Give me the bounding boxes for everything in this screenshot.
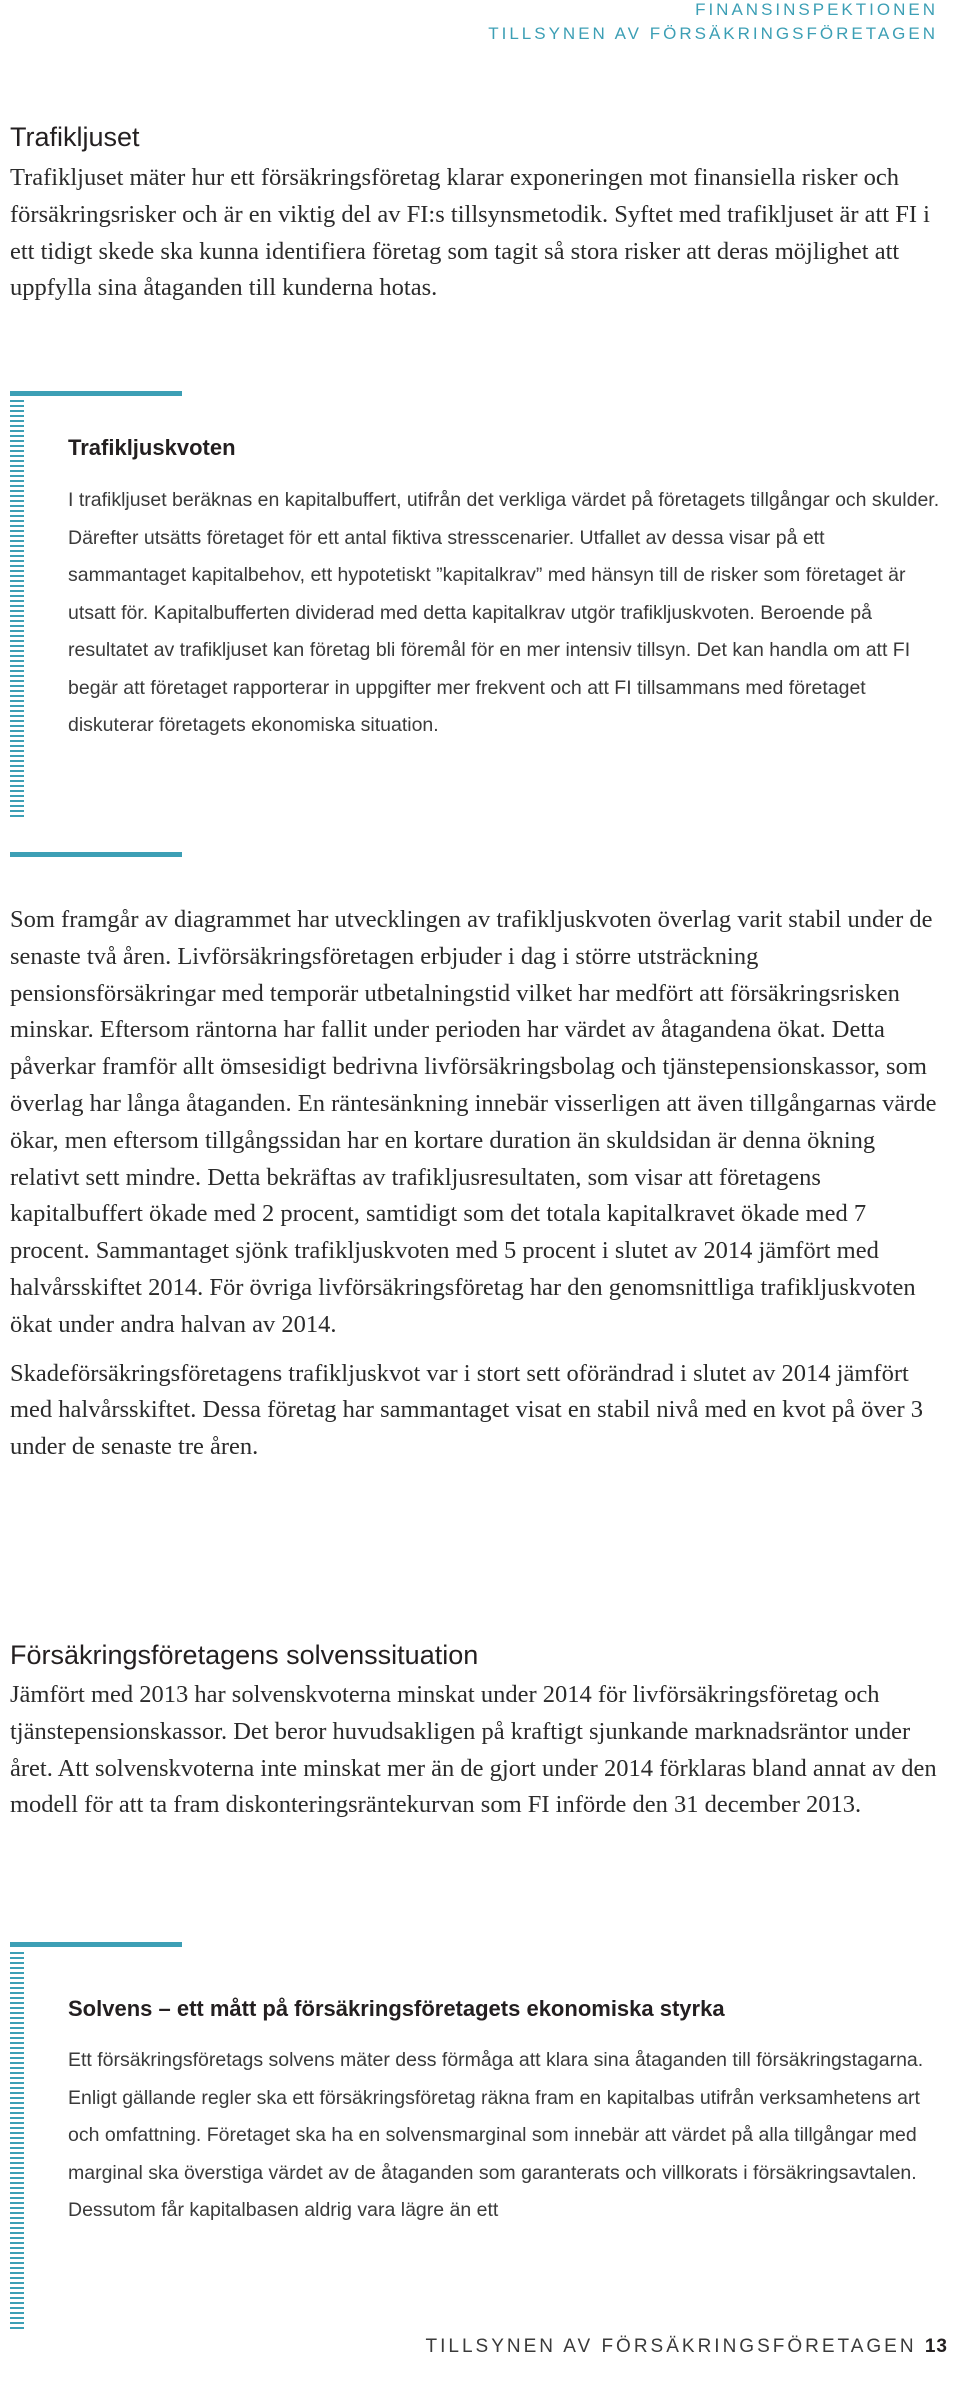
paragraph-solvenssituation: Jämfört med 2013 har solvenskvoterna minskat under 2014 för livförsäkringsföretag och tjänstepensionskassor. Det beror huvudsakligen på kraftigt sjunkande marknadsräntor under året. Att solvenskvoterna inte minskat mer än de gjort under 2014 förklaras bland annat av den modell för att ta fram diskonteringsräntekurvan som FI införde den 31 december 2013. bbox=[10, 1681, 937, 1819]
footer-title: TILLSYNEN AV FÖRSÄKRINGSFÖRETAGEN bbox=[425, 2336, 917, 2357]
box-top-bar bbox=[10, 391, 182, 396]
page-number: 13 bbox=[924, 2336, 948, 2357]
section-solvenssituation bbox=[10, 1677, 945, 1824]
paragraph-trafikljuset: Trafikljuset mäter hur ett försäkringsföretag klarar exponeringen mot finansiella risker och försäkringsrisker och är en viktig del av FI:s tillsynsmetodik. Syftet med trafikljuset är att FI i ett tidigt skede ska kunna identifiera företag som tagit så stora risker att deras möjlighet att uppfylla sina åtaganden till kunderna hotas. bbox=[10, 164, 930, 302]
section-trafikljuskvot-utveckling bbox=[10, 902, 945, 1466]
box-body-trafikljuskvoten: I trafikljuset beräknas en kapitalbuffert, utifrån det verkliga värdet på företagets tillgångar och skulder. Därefter utsätts företaget för ett antal fiktiva stresscenarier. Utfallet av dessa visar på ett sammantaget kapitalbehov, ett hypotetiskt ”kapitalkrav” med hänsyn till de risker som företaget är utsatt för. Kapitalbufferten dividerad med detta kapitalkrav utgör trafikljuskvoten. Beroende på resultatet av trafikljuset kan företag bli föremål för en mer intensiv tillsyn. Det kan handla om att FI begär att företaget rapporterar in uppgifter mer frekvent och att FI tillsammans med företaget diskuterar företagets ekonomiska situation. bbox=[68, 489, 940, 736]
box-title-trafikljuskvoten: Trafikljuskvoten bbox=[68, 435, 236, 460]
box-stripe-decoration bbox=[10, 400, 24, 820]
section-trafikljuset bbox=[10, 160, 945, 307]
heading-solvenssituation: Försäkringsföretagens solvenssituation bbox=[10, 1640, 479, 1670]
box-title-solvens: Solvens – ett mått på försäkringsföretagets ekonomiska styrka bbox=[68, 1996, 725, 2021]
heading-trafikljuset: Trafikljuset bbox=[10, 122, 140, 152]
paragraph-skadeforsakring: Skadeförsäkringsföretagens trafikljuskvot var i stort sett oförändrad i slutet av 2014 jämfört med halvårsskiftet. Dessa företag har sammantaget visat en stabil nivå med en kvot på över 3 under de senaste tre åren. bbox=[10, 1359, 924, 1461]
header-organization: FINANSINSPEKTIONEN bbox=[695, 0, 938, 19]
box2-top-bar bbox=[10, 1942, 182, 1947]
box-body-solvens: Ett försäkringsföretags solvens mäter dess förmåga att klara sina åtaganden till försäkringstagarna. Enligt gällande regler ska ett försäkringsföretag räkna fram en kapitalbas utifrån verksamhetens art och omfattning. Företaget ska ha en solvensmarginal som innebär att värdet på alla tillgångar med marginal ska överstiga värdet av de åtaganden som garanterats och villkorats i försäkringsavtalen. Dessutom får kapitalbasen aldrig vara lägre än ett bbox=[68, 2049, 924, 2221]
paragraph-utveckling: Som framgår av diagrammet har utvecklingen av trafikljuskvoten överlag varit stabil under de senaste två åren. Livförsäkringsföretagen erbjuder i dag i större utsträckning pensionsförsäkringar med temporär utbetalningstid vilket har medfört att försäkringsrisken minskar. Eftersom räntorna har fallit under perioden har värdet av åtagandena ökat. Detta påverkar framför allt ömsesidigt bedrivna livförsäkringsbolag och tjänstepensionskassor, som överlag har långa åtaganden. En räntesänkning innebär visserligen att även tillgångarnas värde ökar, men eftersom tillgångssidan har en kortare duration än skuldsidan är denna ökning relativt sett mindre. Detta bekräftas av trafikljusresultaten, som visar att företagens kapitalbuffert ökade med 2 procent, samtidigt som det totala kapitalkravet ökade med 7 procent. Sammantaget sjönk trafikljuskvoten med 5 procent i slutet av 2014 jämfört med halvårsskiftet 2014. För övriga livförsäkringsföretag har den genomsnittliga trafikljuskvoten ökat under andra halvan av 2014. bbox=[10, 906, 937, 1338]
header-report-title: TILLSYNEN AV FÖRSÄKRINGSFÖRETAGEN bbox=[488, 24, 938, 43]
box-bottom-bar bbox=[10, 852, 182, 857]
box2-stripe-decoration bbox=[10, 1952, 24, 2332]
page-footer bbox=[426, 2336, 948, 2358]
